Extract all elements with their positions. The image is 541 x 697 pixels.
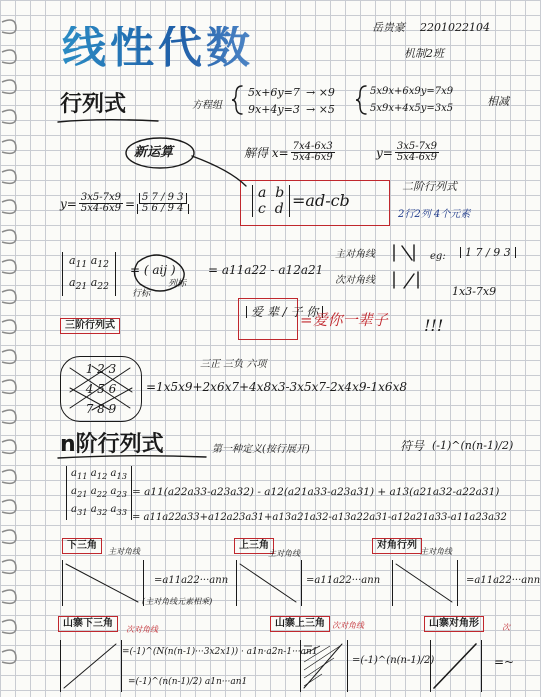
aij-bubble: = ( aij ) — [130, 263, 176, 277]
y-numerator: 3x5-7x9 — [396, 141, 437, 152]
upper-triangle-result: =a11a22···ann — [306, 575, 381, 586]
x-denominator: 5x4-6x9 — [292, 152, 333, 163]
det2-a: a — [258, 185, 267, 201]
y2-denominator: 5x4-6x9 — [80, 203, 121, 214]
equation-2: 9x+4y=3 — [248, 103, 300, 116]
upper-triangle-label: 上三角 — [234, 538, 274, 554]
anti-lower-triangle-label: 山寨下三角 — [58, 616, 118, 632]
main-diagonal-glyph — [394, 245, 414, 261]
order2-description: 2行2列 4个元素 — [398, 209, 471, 220]
ordern-expansion-2: = a11a22a33+a12a23a31+a13a21a32-a13a22a31-a12a21a33-a11a23a32 — [132, 512, 507, 523]
order3-row-1: 1 2 3 — [85, 362, 117, 376]
general-det2: $a_{11}$ $a_{12}$ $a_{21}$ $a_{22}$ — [62, 252, 116, 296]
lower-triangle-diagonal — [66, 564, 138, 602]
new-op-arrow — [192, 156, 246, 186]
diagonal-result: =a11a22···ann — [466, 575, 541, 586]
anti-diagonal-label: 山寨对角形 — [424, 616, 484, 632]
example-matrix: 1 7 / 9 3 — [460, 247, 516, 258]
diagonal-line — [396, 564, 452, 602]
aij-symbol: aij — [152, 263, 168, 277]
equation-2-multiplier: → ×5 — [306, 103, 335, 116]
order3-diagonals — [70, 366, 132, 410]
system-result-brace — [356, 86, 366, 114]
y2-det-denominator: 5 6 / 9 4 — [137, 204, 189, 214]
anti-lower-triangle-result: =(-1)^(N(n(n-1)···3x2x1)) · a1n·a2n-1···an1 — [122, 647, 318, 657]
heading-underline — [58, 120, 158, 122]
equation-1: 5x+6y=7 — [248, 86, 300, 99]
sign-value: (-1)^(n(n-1)/2) — [432, 439, 514, 452]
anti-lower-diagonal — [64, 644, 116, 688]
lower-triangle-note: 主对角线 — [108, 547, 140, 556]
y-determinant-form: y= $\frac{3x5-7x9}{5x4-6x9}$ = $\frac{5 7 / 9 3}{5 6 / 9 4}$ — [60, 193, 189, 214]
col-index-label: 列标 — [168, 279, 187, 289]
section-heading-ordern: n阶行列式 — [60, 432, 164, 457]
upper-triangle-diagonal — [240, 564, 296, 602]
system-result-1: 5x9x+6x9y=7x9 — [370, 86, 454, 97]
sub-diagonal-glyph — [394, 272, 418, 288]
x-numerator: 7x4-6x3 — [292, 141, 333, 152]
sign-label: 符号 — [400, 439, 425, 453]
pun-grid: 爱 辈 / 子 你 — [246, 306, 323, 318]
order3-label: 三阶行列式 — [60, 318, 120, 334]
diagonal-note: 主对角线 — [420, 547, 452, 556]
system-label: 方程组 — [192, 100, 222, 111]
solve-x-label: 解得 x= — [244, 145, 289, 160]
anti-lower-triangle-result-2: =(-1)^(n(n-1)/2) a1n···an1 — [128, 677, 248, 687]
equation-1-multiplier: → ×9 — [306, 86, 335, 99]
system-result-2: 5x9x+4x5y=3x5 — [370, 103, 454, 114]
lower-triangle-label: 下三角 — [62, 538, 102, 554]
ordern-matrix: $a_{11}$ $a_{12}$ $a_{13}$ $a_{21}$ $a_{22}$ $a_{23}$ $a_{31}$ $a_{32}$ $a_{33}$ — [66, 466, 132, 520]
det2-general-expansion: = a11a22 - a12a21 — [208, 263, 324, 277]
anti-diagonal-line — [434, 644, 476, 688]
example-label: eg: — [430, 251, 446, 262]
aij-cloud — [134, 255, 187, 291]
diagonal-label: 对角行列 — [372, 538, 422, 554]
example-result: 1x3-7x9 — [452, 285, 497, 298]
y2-label: y= — [60, 196, 77, 211]
system-brace — [232, 86, 242, 114]
lower-triangle-caption: (主对角线元素相乘) — [142, 597, 213, 606]
student-id: 2201022104 — [420, 21, 490, 34]
lower-triangle-result: =a11a22···ann — [154, 575, 229, 586]
anti-upper-triangle-result: =(-1)^(n(n-1)/2) — [352, 655, 435, 666]
sub-diagonal-label: 次对角线 — [335, 275, 375, 286]
det2-d: d — [274, 201, 284, 217]
main-diagonal-label: 主对角线 — [335, 249, 375, 260]
order2-title: 二阶行列式 — [402, 180, 457, 193]
anti-upper-triangle-note: 次对角线 — [332, 621, 364, 630]
anti-diagonal-note: 次 — [502, 623, 510, 632]
anti-lower-triangle-note: 次对角线 — [126, 625, 158, 634]
anti-upper-triangle-label: 山寨上三角 — [270, 616, 330, 632]
pun-exclaim: !!! — [424, 316, 444, 335]
order3-expansion: =1x5x9+2x6x7+4x8x3-3x5x7-2x4x9-1x6x8 — [146, 380, 407, 394]
det2-c: c — [258, 201, 266, 217]
author-name: 岳贵豪 — [372, 21, 405, 34]
ordern-definition-note: 第一种定义(按行展开) — [212, 444, 310, 455]
ordern-expansion-1: = a11(a22a33-a23a32) - a12(a21a33-a23a31) + a13(a21a32-a22a31) — [132, 486, 500, 498]
order3-legend: 三正 三负 六项 — [200, 359, 267, 370]
class-name: 机制2班 — [404, 47, 444, 60]
det2-b: b — [275, 185, 285, 201]
pun-result: =爱你一辈子 — [300, 311, 388, 329]
upper-triangle-note: 主对角线 — [268, 549, 300, 558]
new-operation-label: 新运算 — [134, 145, 174, 160]
order3-row-3: 7 8 9 — [85, 402, 117, 416]
det2-result: =ad-cb — [292, 191, 350, 210]
y-denominator: 5x4-6x9 — [396, 152, 437, 163]
ordern-underline — [58, 456, 206, 458]
solve-y-label: y= — [376, 145, 393, 160]
order3-row-2: 4 5 6 — [85, 382, 117, 396]
page-title: 线性代数 — [62, 22, 254, 73]
subtract-note: 相减 — [487, 95, 509, 108]
y2-numerator: 3x5-7x9 — [80, 192, 121, 203]
row-index-label: 行标 — [132, 289, 151, 299]
new-op-bubble — [126, 138, 194, 168]
anti-diagonal-result: =~ — [494, 655, 515, 669]
section-heading-determinant: 行列式 — [60, 92, 127, 117]
y2-det-numerator: 5 7 / 9 3 — [139, 193, 187, 204]
